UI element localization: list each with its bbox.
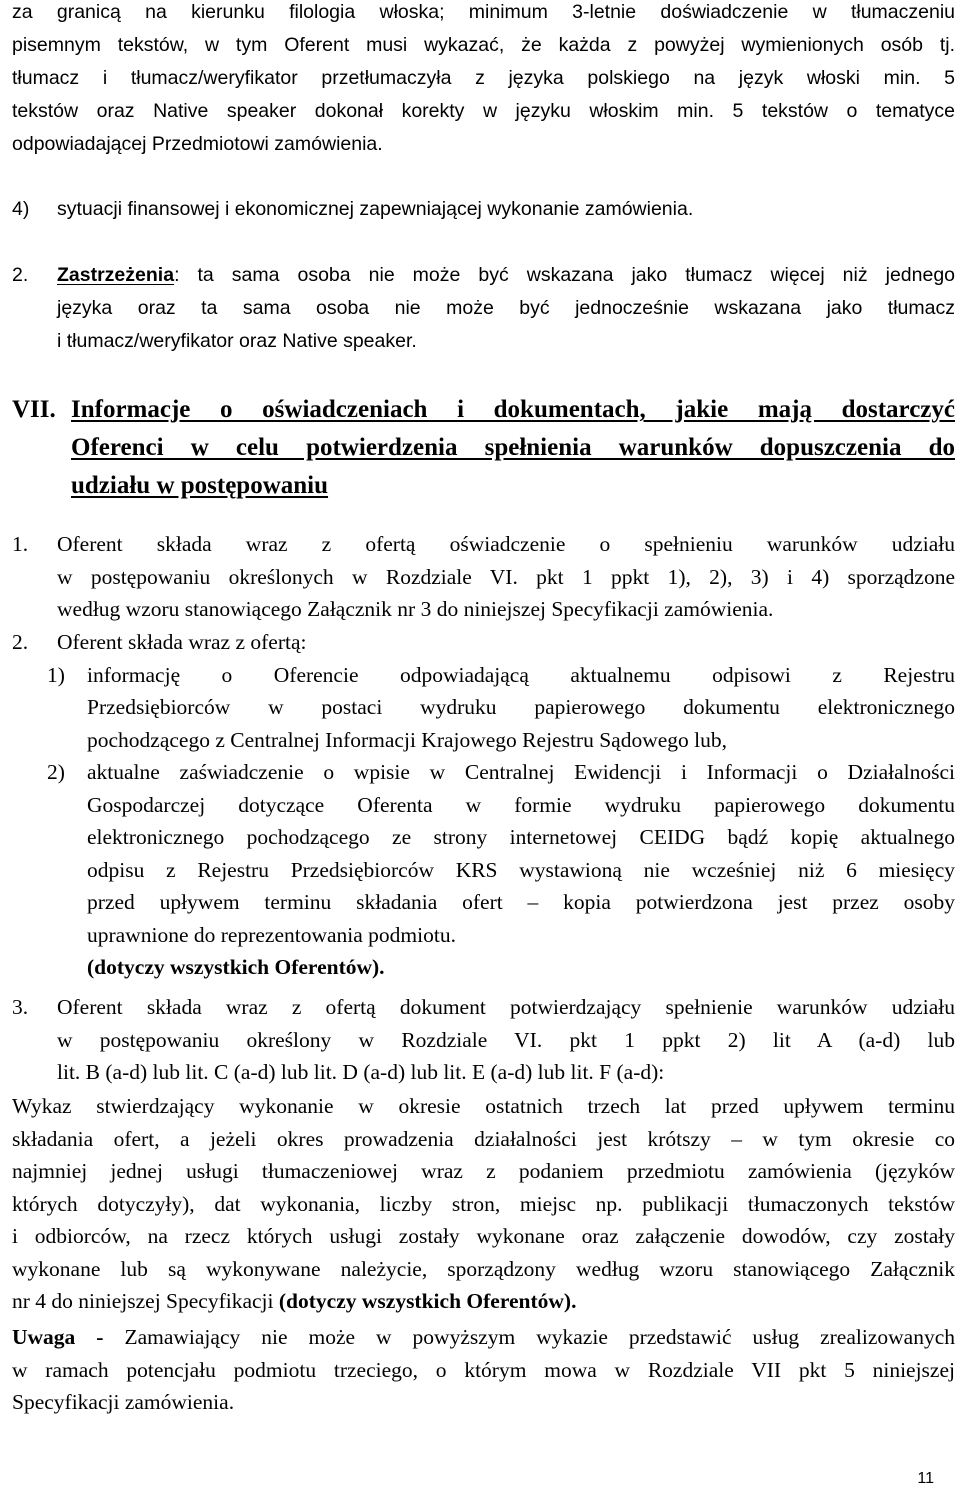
text-line: tłumacz i tłumacz/weryfikator przetłumaczyła z języka polskiego na język włoski min. 5 <box>12 67 955 89</box>
text-line: Wykaz stwierdzający wykonanie w okresie ostatnich trzech lat przed upływem terminu <box>12 1094 955 1118</box>
section-number: VII. <box>12 396 56 423</box>
heading-line: Informacje o oświadczeniach i dokumentach, jakie mają dostarczyć <box>71 396 955 423</box>
text-line <box>12 1285 955 1318</box>
bold-note: (dotyczy wszystkich Oferentów). <box>278 1289 577 1313</box>
paragraph-2 <box>12 626 955 984</box>
text-line: przed upływem terminu składania ofert – kopia potwierdzona jest przez osoby <box>87 890 955 914</box>
item-number: 4) <box>12 198 30 220</box>
reservation-paragraph <box>12 259 955 358</box>
text-line: w ramach potencjału podmiotu trzeciego, o którym mowa w Rozdziale VII pkt 5 niniejszej <box>12 1357 955 1382</box>
text-run: ta sama osoba nie może być wskazana jako tłumacz więcej niż jednego <box>197 264 956 286</box>
item-number: 2. <box>12 630 29 654</box>
wykaz-paragraph <box>12 1090 955 1318</box>
sub-item-number: 1) <box>47 662 65 687</box>
text-line: aktualne zaświadczenie o wpisie w Centralnej Ewidencji i Informacji o Działalności <box>87 760 955 784</box>
bold-note: (dotyczy wszystkich Oferentów). <box>87 955 385 979</box>
text-line: w postępowaniu określony w Rozdziale VI. pkt 1 ppkt 2) lit A (a-d) lub <box>57 1027 955 1052</box>
text-line: Oferent składa wraz z ofertą: <box>57 630 307 654</box>
text-run: nr 4 do niniejszej Specyfikacji <box>12 1289 279 1313</box>
text-line: i odbiorców, na rzecz których usługi zostały wykonane oraz załączenie dowodów, czy zostały <box>12 1224 955 1248</box>
text-line: odpowiadającej Przedmiotowi zamówienia. <box>12 133 383 155</box>
text-line: Oferent składa wraz z ofertą oświadczenie o spełnieniu warunków udziału <box>57 532 955 556</box>
sub-item-number: 2) <box>47 760 65 784</box>
text-line: według wzoru stanowiącego Załącznik nr 3 do niniejszej Specyfikacji zamówienia. <box>57 597 774 621</box>
text-line: Przedsiębiorców w postaci wydruku papierowego dokumentu elektronicznego <box>87 695 955 719</box>
text-line: języka oraz ta sama osoba nie może być jednocześnie wskazana jako tłumacz <box>57 297 955 319</box>
heading-line: udziału w postępowaniu <box>71 472 329 499</box>
text-run: Zamawiający nie może w powyższym wykazie przedstawić usług zrealizowanych <box>103 1325 955 1349</box>
text-line: tekstów oraz Native speaker dokonał korekty w języku włoskim min. 5 tekstów o tematyce <box>12 100 955 122</box>
text-line: pisemnym tekstów, w tym Oferent musi wykazać, że każda z powyżej wymienionych osób tj. <box>12 34 955 56</box>
text-line: których dotyczyły), dat wykonania, liczby stron, miejsc np. publikacji tłumaczonych tekstów <box>12 1191 955 1216</box>
heading-line: Oferenci w celu potwierdzenia spełnienia warunków dopuszczenia do <box>71 434 955 461</box>
text-line: składania ofert, a jeżeli okres prowadzenia działalności jest krótszy – w tym okresie co <box>12 1126 955 1151</box>
text-line: Oferent składa wraz z ofertą dokument potwierdzający spełnienie warunków udziału <box>57 995 955 1019</box>
text-line: Gospodarczej dotyczące Oferenta w formie wydruku papierowego dokumentu <box>87 792 955 817</box>
colon: : <box>174 264 180 286</box>
text-line: odpisu z Rejestru Przedsiębiorców KRS wystawioną nie wcześniej niż 6 miesięcy <box>87 857 955 882</box>
text-line: najmniej jednej usługi tłumaczeniowej wraz z podaniem przedmiotu zamówienia (języków <box>12 1159 955 1183</box>
text-line <box>12 1321 955 1354</box>
sub-item-1 <box>47 659 955 757</box>
text-line: wykonane lub są wykonywane należycie, sporządzony według wzoru stanowiącego Załącznik <box>12 1256 955 1281</box>
reservation-label: Zastrzeżenia <box>57 264 175 286</box>
page-number: 11 <box>917 1470 934 1487</box>
text-line: informację o Oferencie odpowiadającą aktualnemu odpisowi z Rejestru <box>87 662 955 687</box>
item-number: 1. <box>12 532 29 556</box>
text-line <box>57 259 955 292</box>
paragraph-3 <box>12 991 955 1089</box>
text-line: elektronicznego pochodzącego ze strony internetowej CEIDG bądź kopię aktualnego <box>87 825 955 849</box>
item-number: 3. <box>12 995 29 1019</box>
top-paragraph <box>12 0 955 161</box>
text-line: pochodzącego z Centralnej Informacji Krajowego Rejestru Sądowego lub, <box>87 727 728 752</box>
item-number: 2. <box>12 264 29 286</box>
section-heading <box>12 391 955 505</box>
text-line: Specyfikacji zamówienia. <box>12 1390 235 1414</box>
text-line: w postępowaniu określonych w Rozdziale VI. pkt 1 ppkt 1), 2), 3) i 4) sporządzone <box>57 564 955 589</box>
text-line: lit. B (a-d) lub lit. C (a-d) lub lit. D (a-d) lub lit. E (a-d) lub lit. F (a-d): <box>57 1060 665 1084</box>
text-line: i tłumacz/weryfikator oraz Native speaker. <box>57 330 417 352</box>
paragraph-1 <box>12 528 955 626</box>
uwaga-label: Uwaga - <box>12 1325 104 1349</box>
sub-item-2 <box>47 756 955 984</box>
uwaga-paragraph <box>12 1321 955 1419</box>
text-line: uprawnione do reprezentowania podmiotu. <box>87 922 456 947</box>
text-line: za granicą na kierunku filologia włoska; minimum 3-letnie doświadczenie w tłumaczeniu <box>12 1 955 23</box>
list-item-4 <box>12 193 955 226</box>
item-text: sytuacji finansowej i ekonomicznej zapewniającej wykonanie zamówienia. <box>57 198 694 220</box>
